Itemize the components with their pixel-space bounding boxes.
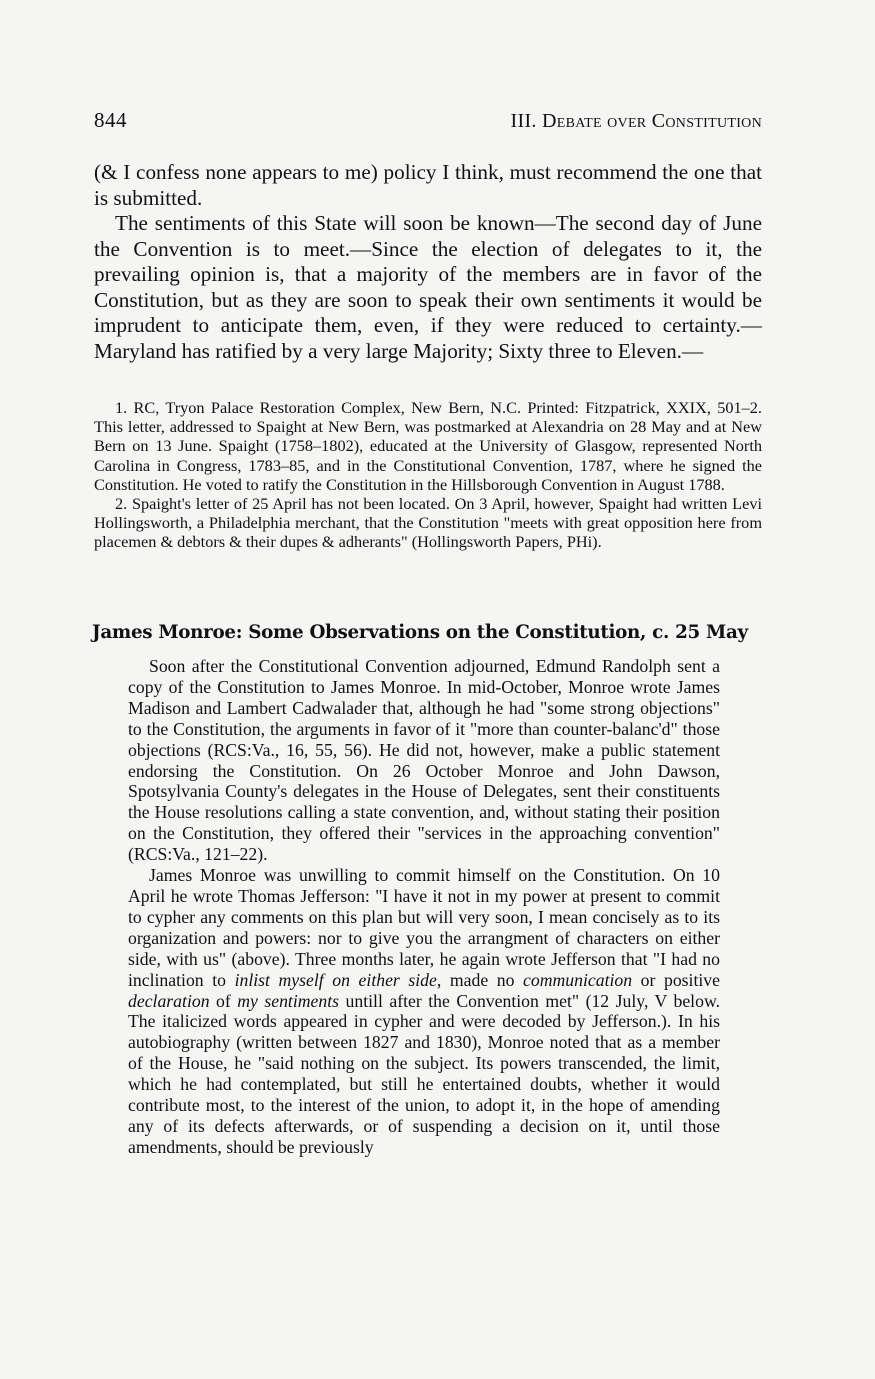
cypher-italic: inlist myself on either side xyxy=(234,969,437,990)
body-paragraph-2: The sentiments of this State will soon be known—The second day of June the Convention is to meet.—Since the election of delegates to it, the prevailing opinion is, that a majority of the members are in favor of the Constitution, but as they are soon to speak their own sentiments it would be imprudent to anticipate them, even, if they were reduced to certainty.—Maryland has ratified by a very large Majority; Sixty three to Eleven.— xyxy=(94,211,762,363)
footnotes xyxy=(94,398,762,552)
headnote-text: or positive xyxy=(632,969,720,990)
document-title: James Monroe: Some Observations on the Constitution, c. 25 May xyxy=(92,622,748,643)
page-number: 844 xyxy=(94,108,127,132)
headnote xyxy=(128,656,720,1158)
footnote-2: 2. Spaight's letter of 25 April has not been located. On 3 April, however, Spaight had written Levi Hollingsworth, a Philadelphia merchant, that the Constitution "meets with great opposition here from placemen & debtors & their dupes & adherants" (Hollingsworth Papers, PHi). xyxy=(94,494,762,552)
section-heading-text: III. Debate over Constitution xyxy=(510,110,762,132)
cypher-italic: declaration xyxy=(128,990,210,1011)
cypher-italic: my sentiments xyxy=(237,990,340,1011)
running-head xyxy=(94,108,762,136)
headnote-text: untill after the Convention met" (12 July, V below. The italicized words appeared in cypher and were decoded by Jefferson.). In his autobiography (written between 1827 and 1830), Monroe noted that as a member of the House, he "said nothing on the subject. Its powers transcended, the limit, which he had contemplated, but still he entertained doubts, whether it would contribute most, to the interest of the union, to adopt it, in the hope of amending any of its defects afterwards, or of suspending a decision on it, until those amendments, should be previously xyxy=(128,990,720,1157)
headnote-text: of xyxy=(209,990,238,1011)
letter-body xyxy=(94,160,762,364)
section-heading xyxy=(511,110,762,133)
footnote-1: 1. RC, Tryon Palace Restoration Complex, New Bern, N.C. Printed: Fitzpatrick, XXIX, 501–2. This letter, addressed to Spaight at New Bern, was postmarked at Alexandria on 28 May and at New Bern on 13 June. Spaight (1758–1802), educated at the University of Glasgow, represented North Carolina in Congress, 1783–85, and in the Constitutional Convention, 1787, where he signed the Constitution. He voted to ratify the Constitution in the Hillsborough Convention in August 1788. xyxy=(94,398,762,494)
headnote-paragraph-1: Soon after the Constitutional Convention adjourned, Edmund Randolph sent a copy of the Constitution to James Monroe. In mid-October, Monroe wrote James Madison and Lambert Cadwalader that, although he had "some strong objections" to the Constitution, the arguments in favor of it "more than counter-balanc'd" those objections (RCS:Va., 16, 55, 56). He did not, however, make a public statement endorsing the Constitution. On 26 October Monroe and John Dawson, Spotsylvania County's delegates in the House of Delegates, sent their constituents the House resolutions calling a state convention, and, without stating their position on the Constitution, they offered their "services in the approaching convention" (RCS:Va., 121–22). xyxy=(128,656,720,865)
headnote-text: James Monroe was unwilling to commit himself on the Constitution. On 10 April he wrote Thomas Jefferson: "I have it not in my power at present to commit to cypher any comments on this plan but will very soon, I mean concisely as to its organization and powers: nor to give you the arrangment of characters on either side, with us" (above). Three months later, he again wrote Jefferson that "I had no inclination to xyxy=(128,865,720,990)
cypher-italic: communication xyxy=(523,969,633,990)
headnote-paragraph-2 xyxy=(128,865,720,1158)
headnote-text: , made no xyxy=(436,969,524,990)
body-paragraph-1: (& I confess none appears to me) policy I think, must recommend the one that is submitted. xyxy=(94,160,762,210)
